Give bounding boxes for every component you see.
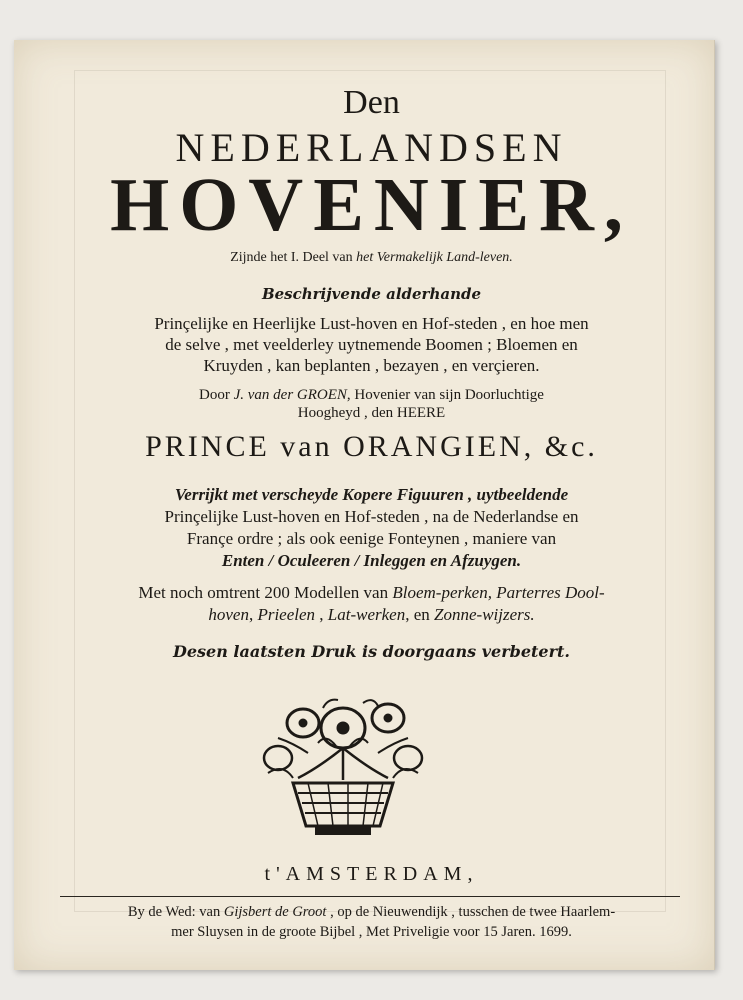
beschrijvende-line: Beschrijvende alderhande <box>261 285 482 303</box>
models-sep-3: , en <box>405 605 435 624</box>
description-line-3: Kruyden , kan beplanten , bezayen , en verçieren. <box>203 356 540 375</box>
imprint-printer: Gijsbert de Groot <box>223 904 327 920</box>
prince-line: PRINCE van ORANGIEN, &c. <box>145 430 598 463</box>
author-part-a: Door <box>199 387 234 403</box>
desen-line: Desen laatsten Druk is doorgaans verbetert. <box>172 642 570 661</box>
models-sep-1: , <box>248 605 258 624</box>
place-amsterdam: t'AMSTERDAM, <box>264 863 479 885</box>
subtitle <box>0 250 743 266</box>
imprint-rule <box>60 896 680 897</box>
models-hoven: hoven <box>208 605 249 624</box>
subtitle-part-a: Zijnde het I. Deel van <box>230 250 357 265</box>
imprint-line-1 <box>0 904 743 921</box>
imprint-part-a: By de Wed: van <box>127 904 224 920</box>
verrijkt-line-4: Enten / Oculeeren / Inleggen en Afzuygen. <box>221 551 522 570</box>
verrijkt-line-3: Françe ordre ; als ook eenige Fonteynen , maniere van <box>186 529 557 548</box>
models-line-1 <box>0 582 743 603</box>
verrijkt-line-1: Verrijkt met verscheyde Kopere Figuuren , uytbeeldende <box>174 485 569 504</box>
models-line-2 <box>0 604 743 625</box>
description-line-1: Prinçelijke en Heerlijke Lust-hoven en Hof-steden , en hoe men <box>154 314 589 333</box>
description-line-2: de selve , met veelderley uytnemende Boomen ; Bloemen en <box>165 335 578 354</box>
flower-basket-icon <box>248 688 438 838</box>
title-den: Den <box>343 84 400 121</box>
author-name: J. van der GROEN <box>233 387 347 403</box>
verrijkt-line-2: Prinçelijke Lust-hoven en Hof-steden , na de Nederlandse en <box>164 507 579 526</box>
models-zonnewijzers: Zonne-wijzers. <box>434 605 535 624</box>
author-line-2: Hoogheyd , den HEERE <box>297 405 446 421</box>
subtitle-part-b: het Vermakelijk Land-leven. <box>356 250 513 265</box>
models-part-a: Met noch omtrent 200 Modellen van <box>138 583 393 602</box>
title-nederlandsen: NEDERLANDSEN <box>175 125 568 170</box>
models-sep-2: , <box>315 605 328 624</box>
title-hovenier: HOVENIER, <box>110 163 633 247</box>
models-part-b: Bloem-perken, Parterres Dool- <box>392 583 605 602</box>
imprint-part-c: , op de Nieuwendijk , tusschen de twee Haarlem- <box>326 904 616 920</box>
imprint-line-2: mer Sluysen in de groote Bijbel , Met Priveligie voor 15 Jaren. 1699. <box>171 924 572 940</box>
models-prieelen: Prieelen <box>257 605 316 624</box>
author-part-c: , Hovenier van sijn Doorluchtige <box>346 387 544 403</box>
models-latwerken: Lat-werken <box>327 605 406 624</box>
